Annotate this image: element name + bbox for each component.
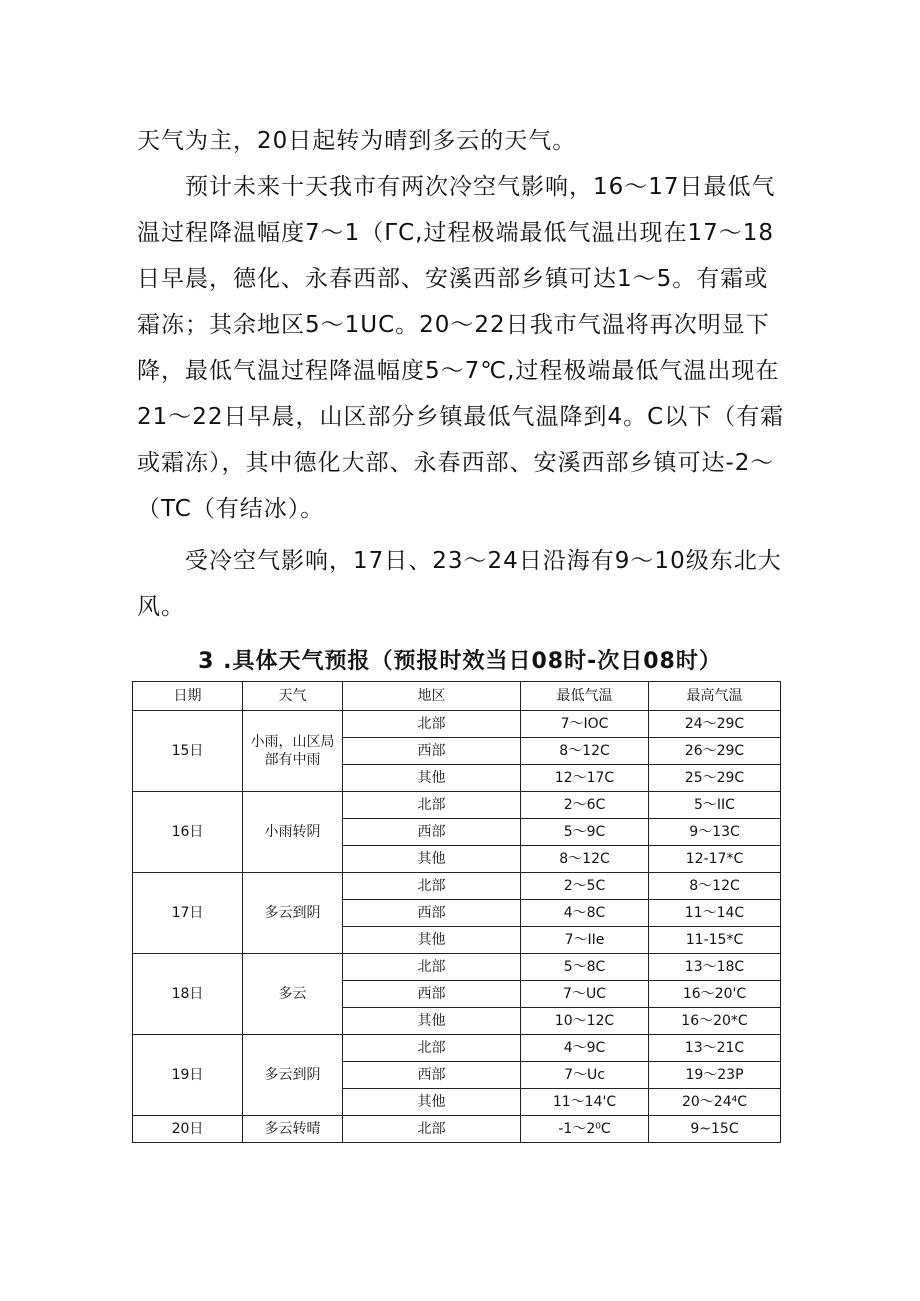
cell-high: 19～23P (649, 1062, 781, 1089)
cell-low: 12～17C (521, 765, 649, 792)
cell-high: 16～20'C (649, 981, 781, 1008)
table-row (133, 1035, 781, 1062)
cell-low: 2～6C (521, 792, 649, 819)
cell-high: 16～20*C (649, 1008, 781, 1035)
cell-date: 16日 (133, 792, 243, 873)
cell-region: 西部 (343, 1062, 521, 1089)
forecast-table (132, 681, 781, 1143)
table-row (133, 711, 781, 738)
header-weather: 天气 (243, 682, 343, 711)
cell-high: 24～29C (649, 711, 781, 738)
cell-region: 其他 (343, 1089, 521, 1116)
cell-low: 11～14'C (521, 1089, 649, 1116)
cell-low: 7～IIe (521, 927, 649, 954)
cell-high: 8～12C (649, 873, 781, 900)
cell-high: 26～29C (649, 738, 781, 765)
cell-high: 5～IIC (649, 792, 781, 819)
cell-region: 其他 (343, 1008, 521, 1035)
cell-high: 12-17*C (649, 846, 781, 873)
cell-high: 9~15C (649, 1116, 781, 1143)
cell-weather (243, 711, 343, 792)
cell-weather: 多云到阴 (243, 1035, 343, 1116)
cell-high: 11～14C (649, 900, 781, 927)
cell-low: 7～IOC (521, 711, 649, 738)
table-row (133, 792, 781, 819)
cell-date: 17日 (133, 873, 243, 954)
cell-region: 北部 (343, 1116, 521, 1143)
cell-date: 18日 (133, 954, 243, 1035)
cell-low: 4～8C (521, 900, 649, 927)
cell-low: 5～8C (521, 954, 649, 981)
cell-low: -1～2⁰C (521, 1116, 649, 1143)
cell-region: 其他 (343, 765, 521, 792)
cell-region: 北部 (343, 873, 521, 900)
cell-low: 10～12C (521, 1008, 649, 1035)
cell-region: 其他 (343, 927, 521, 954)
header-min-temp: 最低气温 (521, 682, 649, 711)
cell-region: 西部 (343, 738, 521, 765)
cell-region: 西部 (343, 900, 521, 927)
cell-weather: 多云转晴 (243, 1116, 343, 1143)
table-header-row (133, 682, 781, 711)
cell-weather: 多云到阴 (243, 873, 343, 954)
cell-low: 7～UC (521, 981, 649, 1008)
header-region: 地区 (343, 682, 521, 711)
cell-low: 7～Uc (521, 1062, 649, 1089)
cell-region: 北部 (343, 792, 521, 819)
cell-high: 11-15*C (649, 927, 781, 954)
weather-text: 小雨，山区局部有中雨 (250, 734, 335, 768)
cell-high: 25～29C (649, 765, 781, 792)
table-row (133, 873, 781, 900)
cell-region: 北部 (343, 711, 521, 738)
cell-low: 4～9C (521, 1035, 649, 1062)
paragraph-cold-air: 预计未来十天我市有两次冷空气影响，16〜17日最低气温过程降温幅度7〜1（ΓC,过程极端最低气温出现在17〜18日早晨，德化、永春西部、安溪西部乡镇可达1〜5。有霜或霜冻；其余地区5〜1UC。20〜22日我市气温将再次明显下降，最低气温过程降温幅度5〜7℃,过程极端最低气温出现在21〜22日早晨，山区部分乡镇最低气温降到4。C以下（有霜或霜冻），其中德化大部、永春西部、安溪西部乡镇可达-2〜（TC（有结冰）。 (137, 174, 785, 522)
cell-high: 13～21C (649, 1035, 781, 1062)
paragraph-intro: 天气为主，20日起转为晴到多云的天气。 (137, 128, 577, 154)
cell-low: 2～5C (521, 873, 649, 900)
cell-date: 20日 (133, 1116, 243, 1143)
header-max-temp: 最高气温 (649, 682, 781, 711)
paragraph-wind: 受冷空气影响，17日、23〜24日沿海有9〜10级东北大风。 (137, 548, 782, 620)
cell-high: 13～18C (649, 954, 781, 981)
cell-region: 其他 (343, 846, 521, 873)
cell-date: 15日 (133, 711, 243, 792)
cell-date: 19日 (133, 1035, 243, 1116)
cell-weather: 小雨转阴 (243, 792, 343, 873)
cell-high: 9～13C (649, 819, 781, 846)
cell-high: 20～24⁴C (649, 1089, 781, 1116)
cell-region: 北部 (343, 1035, 521, 1062)
cell-low: 8～12C (521, 738, 649, 765)
table-row (133, 954, 781, 981)
cell-low: 8～12C (521, 846, 649, 873)
section-heading: 3 .具体天气预报（预报时效当日08时-次日08时） (198, 649, 722, 674)
cell-region: 西部 (343, 981, 521, 1008)
header-date: 日期 (133, 682, 243, 711)
cell-region: 北部 (343, 954, 521, 981)
table-row (133, 1116, 781, 1143)
cell-region: 西部 (343, 819, 521, 846)
cell-low: 5～9C (521, 819, 649, 846)
cell-weather: 多云 (243, 954, 343, 1035)
